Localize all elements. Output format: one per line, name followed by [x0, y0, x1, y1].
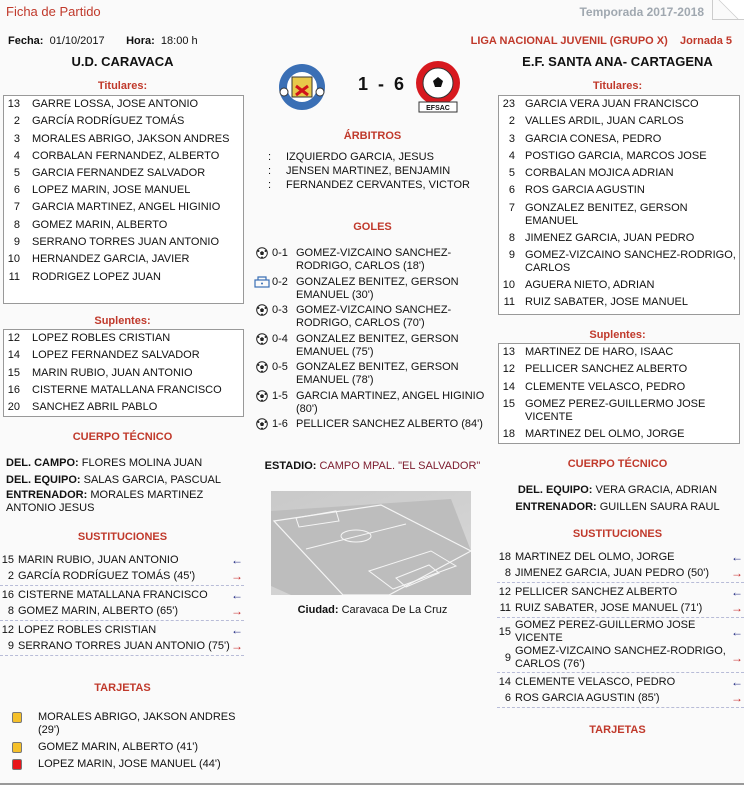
substitution [497, 673, 744, 708]
home-team-name: U.D. CARAVACA [71, 54, 174, 69]
player-name[interactable]: MARTINEZ DE HARO, ISAAC [525, 346, 674, 358]
player-number: 7 [508, 201, 515, 214]
player-number: 11 [503, 296, 515, 309]
goal-row [252, 361, 494, 387]
player-row[interactable] [4, 148, 243, 165]
sub-in-line [497, 619, 744, 645]
home-team-crest[interactable] [277, 62, 327, 112]
player-row[interactable] [499, 165, 739, 182]
goal-score: 0-1 [272, 247, 288, 259]
sub-out-name[interactable]: ROS GARCIA AGUSTIN (85') [515, 691, 660, 704]
away-starters-list [498, 95, 740, 315]
staff-role: ENTRENADOR: [6, 489, 88, 501]
player-name[interactable]: HERNANDEZ GARCIA, JAVIER [32, 253, 190, 266]
player-name[interactable]: AGUERA NIETO, ADRIAN [525, 279, 655, 292]
sub-out-number: 9 [504, 652, 511, 664]
stadium-label: ESTADIO: [264, 460, 317, 472]
player-row[interactable] [499, 230, 739, 247]
arrow-left-icon: ← [731, 550, 743, 564]
player-name[interactable]: GOMEZ PEREZ-GUILLERMO JOSE VICENTE [525, 397, 706, 423]
player-name[interactable]: CISTERNE MATALLANA FRANCISCO [32, 383, 222, 396]
player-row[interactable] [499, 379, 739, 396]
home-subs-list [3, 329, 244, 417]
goal-row [252, 333, 494, 359]
sub-in-number: 15 [1, 554, 14, 566]
player-row[interactable] [499, 294, 739, 311]
home-starters-list [3, 95, 244, 304]
player-row[interactable] [499, 113, 739, 130]
player-name[interactable]: LOPEZ ROBLES CRISTIAN [32, 332, 171, 344]
staff-member [495, 482, 740, 499]
red-card-icon [12, 759, 22, 770]
referee-row [268, 164, 493, 178]
goal-score: 0-5 [272, 361, 288, 373]
player-row[interactable] [499, 396, 739, 426]
sub-in-line [497, 674, 744, 690]
player-name[interactable]: RUIZ SABATER, JOSE MANUEL [525, 296, 688, 309]
home-cards [0, 711, 244, 775]
away-substitutions-title: SUSTITUCIONES [572, 528, 663, 540]
player-number: 13 [7, 98, 20, 110]
soccer-ball-icon [252, 304, 272, 330]
soccer-ball-icon [252, 390, 272, 416]
goal-scorer[interactable]: PELLICER SANCHEZ ALBERTO (84') [296, 418, 483, 430]
caravaca-crest-icon [277, 62, 327, 112]
sub-out-line [0, 603, 244, 619]
player-number: 4 [508, 149, 515, 162]
player-row[interactable] [499, 247, 739, 277]
sub-in-number: 12 [1, 624, 14, 636]
sub-out-name[interactable]: GARCÍA RODRÍGUEZ TOMÁS (45') [18, 569, 196, 582]
referee-role: : [268, 165, 272, 177]
player-row[interactable] [4, 165, 243, 182]
staff-name: GUILLEN SAURA RAUL [599, 501, 720, 513]
player-row[interactable] [499, 148, 739, 165]
penalty-goal-icon [252, 276, 272, 302]
player-name[interactable]: GARCÍA RODRÍGUEZ TOMÁS [32, 115, 185, 128]
arrow-left-icon: ← [231, 588, 243, 602]
player-row[interactable] [499, 200, 739, 230]
league-name: LIGA NACIONAL JUVENIL (GRUPO X) [470, 35, 668, 47]
referee-role: : [268, 151, 272, 163]
player-name[interactable]: SERRANO TORRES JUAN ANTONIO [32, 236, 220, 249]
player-row[interactable] [4, 113, 243, 130]
player-row[interactable] [4, 365, 243, 382]
staff-member [6, 455, 241, 472]
staff-role: ENTRENADOR: [515, 501, 597, 513]
player-name[interactable]: ROS GARCIA AGUSTIN [525, 184, 645, 197]
player-name[interactable]: JIMENEZ GARCIA, JUAN PEDRO [525, 231, 695, 244]
sub-in-name[interactable]: MARTINEZ DEL OLMO, JORGE [515, 550, 675, 563]
home-cards-title: TARJETAS [94, 682, 151, 694]
home-substitutions-title: SUSTITUCIONES [77, 531, 168, 543]
goal-row [252, 418, 494, 431]
player-row[interactable] [499, 277, 739, 294]
sub-in-name[interactable]: CISTERNE MATALLANA FRANCISCO [18, 588, 208, 601]
player-number: 9 [13, 236, 20, 249]
player-name[interactable]: MORALES ABRIGO, JAKSON ANDRES [32, 132, 230, 145]
round: Jornada 5 [680, 35, 732, 47]
player-name[interactable]: GOMEZ-VIZCAINO SANCHEZ-RODRIGO, CARLOS [525, 249, 736, 275]
goal-scorer[interactable]: GOMEZ-VIZCAINO SANCHEZ-RODRIGO, CARLOS (70') [296, 304, 452, 329]
arrow-left-icon: ← [231, 553, 243, 567]
referee-name: FERNANDEZ CERVANTES, VICTOR [286, 179, 470, 191]
player-number: 4 [13, 149, 20, 162]
referee-role: : [268, 179, 272, 191]
card-row [0, 711, 244, 737]
home-starters-title: Titulares: [97, 80, 148, 92]
arrow-left-icon: ← [731, 585, 743, 599]
yellow-card-icon [12, 742, 22, 753]
goal-score: 0-2 [272, 275, 288, 288]
sub-in-name[interactable]: GOMEZ PEREZ-GUILLERMO JOSE VICENTE [515, 619, 696, 644]
player-number: 8 [13, 218, 20, 231]
sub-out-number: 2 [7, 570, 14, 582]
player-name[interactable]: VALLES ARDIL, JUAN CARLOS [525, 115, 684, 128]
soccer-ball-icon [252, 361, 272, 387]
sub-out-number: 6 [504, 692, 511, 704]
player-number: 7 [13, 201, 20, 214]
away-subs-list [498, 343, 740, 444]
away-score: 6 [394, 74, 405, 94]
staff-member [6, 489, 241, 515]
player-name[interactable]: POSTIGO GARCIA, MARCOS JOSE [525, 149, 707, 162]
sub-out-number: 11 [499, 602, 511, 614]
player-number: 8 [508, 231, 515, 244]
player-name[interactable]: MARTINEZ DEL OLMO, JORGE [525, 427, 685, 440]
football-pitch-icon [271, 491, 471, 595]
player-row[interactable] [4, 199, 243, 216]
page-title: Ficha de Partido [6, 4, 101, 19]
sub-out-line [497, 600, 744, 616]
player-number: 6 [13, 184, 20, 197]
sub-in-name[interactable]: LOPEZ ROBLES CRISTIAN [18, 623, 157, 636]
staff-member [6, 472, 241, 489]
player-row[interactable] [4, 182, 243, 199]
away-cards-title: TARJETAS [589, 724, 646, 736]
arrow-right-icon: → [231, 639, 243, 653]
goal-score: 0-3 [272, 304, 288, 316]
goal-scorer[interactable]: GONZALEZ BENITEZ, GERSON EMANUEL (30') [296, 275, 459, 301]
staff-member [495, 499, 740, 516]
player-name[interactable]: GONZALEZ BENITEZ, GERSON EMANUEL [525, 201, 688, 227]
player-name[interactable]: GOMEZ MARIN, ALBERTO [32, 218, 168, 231]
player-number: 14 [502, 380, 515, 393]
player-row[interactable] [499, 344, 739, 361]
sub-in-name[interactable]: MARIN RUBIO, JUAN ANTONIO [18, 553, 179, 566]
sub-in-number: 16 [1, 589, 14, 601]
player-row[interactable] [4, 131, 243, 148]
substitution [497, 618, 744, 673]
sub-in-name[interactable]: PELLICER SANCHEZ ALBERTO [515, 585, 678, 598]
sub-out-line [497, 690, 744, 706]
player-name[interactable]: CORBALAN FERNANDEZ, ALBERTO [32, 149, 220, 162]
goal-row [252, 390, 494, 416]
player-name[interactable]: CLEMENTE VELASCO, PEDRO [525, 380, 686, 393]
player-row[interactable] [4, 382, 243, 399]
player-row[interactable] [499, 96, 739, 113]
arrow-right-icon: → [731, 566, 743, 580]
sub-out-number: 8 [7, 605, 14, 617]
substitution [0, 551, 244, 586]
player-number: 18 [502, 427, 515, 440]
sub-out-name[interactable]: SERRANO TORRES JUAN ANTONIO (75') [18, 639, 230, 652]
match-date: 01/10/2017 [49, 35, 105, 47]
staff-role: DEL. EQUIPO: [517, 484, 593, 496]
player-row[interactable] [499, 182, 739, 199]
city-label: Ciudad: [297, 604, 339, 616]
card-player[interactable]: MORALES ABRIGO, JAKSON ANDRES (29') [38, 711, 236, 736]
score-separator: - [378, 74, 384, 94]
sub-in-number: 12 [498, 586, 511, 598]
player-number: 3 [508, 132, 515, 145]
away-subs-title: Suplentes: [589, 329, 646, 341]
stadium-info [250, 460, 495, 472]
player-number: 3 [13, 132, 20, 145]
home-score: 1 [357, 74, 368, 94]
referees-list [268, 150, 493, 192]
arrow-left-icon: ← [231, 623, 243, 637]
referee-name: IZQUIERDO GARCIA, JESUS [286, 151, 434, 163]
player-number: 20 [7, 401, 20, 414]
sub-in-line [497, 584, 744, 600]
away-team-name: E.F. SANTA ANA- CARTAGENA [522, 54, 713, 69]
referee-row [268, 178, 493, 192]
card-player[interactable]: GOMEZ MARIN, ALBERTO (41') [38, 741, 199, 753]
card-player[interactable]: LOPEZ MARIN, JOSE MANUEL (44') [38, 758, 221, 770]
player-name[interactable]: RODRIGEZ LOPEZ JUAN [32, 270, 161, 283]
sub-out-line [497, 645, 744, 671]
sub-in-number: 18 [498, 551, 511, 563]
stadium-name: CAMPO MPAL. "EL SALVADOR" [319, 460, 481, 472]
away-staff [495, 482, 740, 516]
player-row[interactable] [499, 361, 739, 378]
staff-role: DEL. EQUIPO: [6, 474, 81, 486]
date-label: Fecha: [8, 35, 44, 47]
away-substitutions [497, 548, 744, 708]
home-substitutions [0, 551, 244, 656]
player-row[interactable] [4, 330, 243, 347]
player-name[interactable]: LOPEZ MARIN, JOSE MANUEL [32, 184, 191, 197]
arrow-right-icon: → [231, 604, 243, 618]
player-row[interactable] [499, 131, 739, 148]
goal-score: 0-4 [272, 332, 288, 345]
player-number: 5 [13, 166, 20, 179]
goal-score: 1-5 [272, 389, 288, 402]
player-number: 12 [7, 332, 20, 344]
goals-title: GOLES [353, 221, 392, 233]
staff-name: VERA GRACIA, ADRIAN [595, 484, 718, 496]
sub-out-name[interactable]: GOMEZ MARIN, ALBERTO (65') [18, 604, 179, 617]
sub-in-number: 14 [498, 676, 511, 688]
match-datetime [8, 35, 198, 47]
goals-list [252, 247, 494, 434]
player-number: 10 [7, 253, 20, 266]
player-number: 2 [13, 115, 20, 128]
city-info [250, 604, 495, 616]
sub-in-name[interactable]: CLEMENTE VELASCO, PEDRO [515, 675, 676, 688]
card-row [0, 758, 244, 771]
time-label: Hora: [126, 35, 155, 47]
santa-ana-crest-icon [413, 60, 463, 114]
player-number: 14 [7, 349, 20, 362]
card-row [0, 741, 244, 754]
player-name[interactable]: MARIN RUBIO, JUAN ANTONIO [32, 366, 193, 379]
player-name[interactable]: GARCIA CONESA, PEDRO [525, 132, 662, 145]
soccer-ball-icon [252, 247, 272, 273]
soccer-ball-icon [252, 333, 272, 359]
referees-title: ÁRBITROS [343, 130, 402, 142]
yellow-card-icon [12, 712, 22, 723]
sub-out-line [497, 565, 744, 581]
goal-score: 1-6 [272, 418, 288, 430]
player-number: 6 [508, 184, 515, 197]
player-number: 2 [508, 115, 515, 128]
substitution [0, 621, 244, 656]
sub-out-line [0, 568, 244, 584]
home-subs-title: Suplentes: [94, 315, 151, 327]
player-row[interactable] [4, 234, 243, 251]
arrow-right-icon: → [231, 569, 243, 583]
goal-scorer[interactable]: GONZALEZ BENITEZ, GERSON EMANUEL (75') [296, 332, 459, 358]
sub-in-line [0, 587, 244, 603]
sub-out-line [0, 638, 244, 654]
svg-text:EFSAC: EFSAC [426, 105, 450, 112]
sub-out-number: 8 [504, 567, 511, 579]
arrow-left-icon: ← [731, 675, 743, 689]
player-row[interactable] [4, 251, 243, 268]
player-row[interactable] [499, 426, 739, 443]
player-number: 16 [7, 383, 20, 396]
sub-out-name[interactable]: GOMEZ-VIZCAINO SANCHEZ-RODRIGO, CARLOS (76') [515, 645, 726, 670]
player-number: 15 [502, 397, 515, 410]
sub-out-name[interactable]: JIMENEZ GARCIA, JUAN PEDRO (50') [515, 566, 710, 579]
player-number: 9 [508, 249, 515, 262]
league-info [471, 35, 732, 47]
goal-row [252, 276, 494, 302]
soccer-ball-icon [252, 418, 272, 431]
city-name: Caravaca De La Cruz [341, 604, 448, 616]
sub-in-line [0, 622, 244, 638]
stadium-image [271, 491, 471, 595]
player-row[interactable] [4, 347, 243, 364]
substitution [0, 586, 244, 621]
arrow-right-icon: → [731, 601, 743, 615]
arrow-right-icon: → [731, 691, 743, 705]
goal-scorer[interactable]: GONZALEZ BENITEZ, GERSON EMANUEL (78') [296, 361, 459, 386]
player-name[interactable]: CORBALAN MOJICA ADRIAN [525, 167, 674, 180]
player-row[interactable] [4, 399, 243, 416]
match-time: 18:00 h [160, 35, 198, 47]
player-number: 12 [502, 363, 515, 376]
player-number: 15 [7, 366, 20, 379]
player-name[interactable]: GARCIA FERNANDEZ SALVADOR [32, 166, 206, 179]
staff-name: SALAS GARCIA, PASCUAL [83, 474, 221, 486]
staff-role: DEL. CAMPO: [6, 457, 79, 469]
referee-row [268, 150, 493, 164]
sub-out-number: 9 [7, 640, 14, 652]
staff-name: MORALES MARTINEZ ANTONIO JESUS [6, 489, 204, 514]
home-staff [6, 455, 241, 515]
substitution [497, 583, 744, 618]
player-number: 5 [508, 167, 515, 180]
player-name[interactable]: PELLICER SANCHEZ ALBERTO [525, 363, 688, 376]
staff-name: FLORES MOLINA JUAN [81, 457, 203, 469]
goal-scorer[interactable]: GARCIA MARTINEZ, ANGEL HIGINIO (80') [296, 389, 485, 415]
page-curl-corner[interactable] [712, 0, 744, 20]
away-staff-title: CUERPO TÉCNICO [567, 458, 668, 470]
away-starters-title: Titulares: [592, 80, 643, 92]
home-staff-title: CUERPO TÉCNICO [72, 431, 173, 443]
sub-in-line [497, 549, 744, 565]
goal-row [252, 304, 494, 330]
sub-in-line [0, 552, 244, 568]
arrow-left-icon: ← [731, 625, 743, 639]
sub-out-name[interactable]: RUIZ SABATER, JOSE MANUEL (71') [515, 601, 703, 614]
player-name[interactable]: GARRE LOSSA, JOSE ANTONIO [32, 98, 199, 110]
player-number: 10 [502, 279, 515, 292]
player-number: 23 [502, 98, 515, 110]
substitution [497, 548, 744, 583]
goal-scorer[interactable]: GOMEZ-VIZCAINO SANCHEZ-RODRIGO, CARLOS (18') [296, 247, 452, 272]
player-name[interactable]: GARCIA VERA JUAN FRANCISCO [525, 98, 699, 110]
sub-in-number: 15 [498, 626, 511, 638]
player-name[interactable]: LOPEZ FERNANDEZ SALVADOR [32, 349, 200, 362]
season-label: Temporada 2017-2018 [579, 5, 704, 19]
player-number: 13 [502, 346, 515, 358]
player-row[interactable] [4, 96, 243, 113]
away-team-crest[interactable] [413, 60, 463, 114]
player-name[interactable]: SANCHEZ ABRIL PABLO [32, 401, 158, 414]
player-row[interactable] [4, 217, 243, 234]
goal-row [252, 247, 494, 273]
player-number: 11 [8, 270, 20, 283]
referee-name: JENSEN MARTINEZ, BENJAMIN [286, 165, 451, 177]
player-name[interactable]: GARCIA MARTINEZ, ANGEL HIGINIO [32, 201, 221, 214]
arrow-right-icon: → [731, 651, 743, 665]
player-row[interactable] [4, 269, 243, 286]
